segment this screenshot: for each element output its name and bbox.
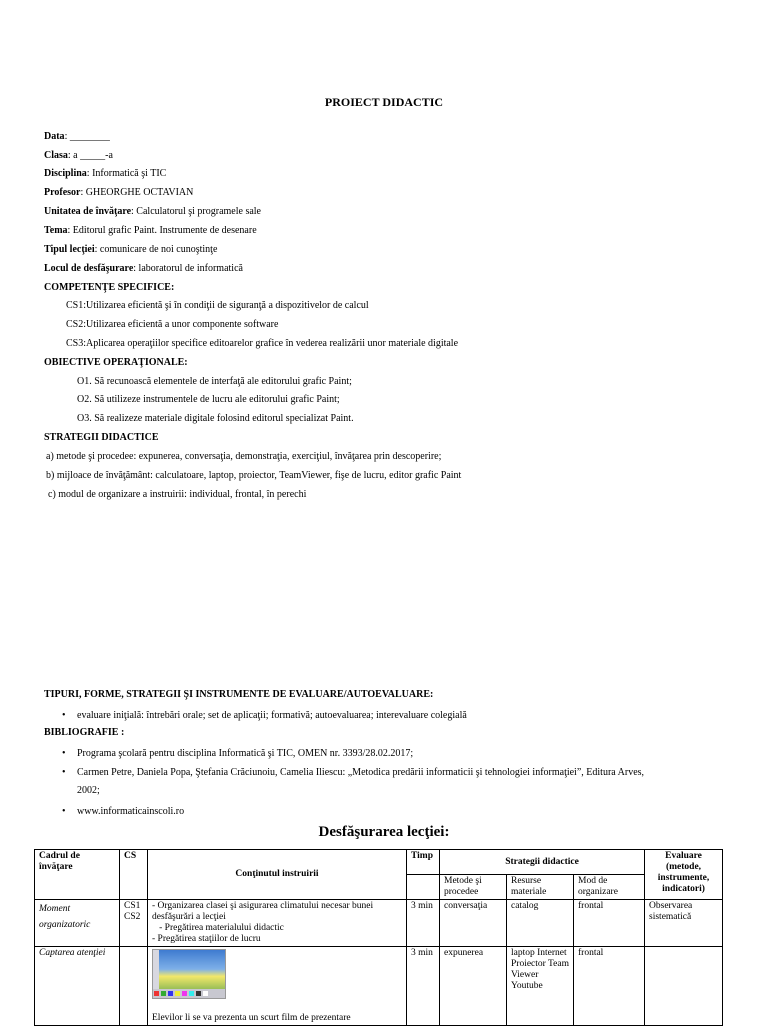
header-resurse: Resurse materiale xyxy=(507,875,574,900)
header-timp-empty xyxy=(407,875,440,900)
cell-cadru: Moment organizatoric xyxy=(35,900,120,947)
bibliografie-item-cont: 2002; xyxy=(77,785,100,796)
lesson-table xyxy=(34,849,723,1026)
continut-line: Elevilor li se va prezenta un scurt film de prezentare xyxy=(152,1013,351,1023)
continut-line: - Pregătirea staţiilor de lucru xyxy=(152,934,261,944)
strategie-item: b) mijloace de învăţământ: calculatoare, laptop, proiector, TeamViewer, fişe de lucru, editor grafic Paint xyxy=(46,470,462,481)
cell-evaluare: Observarea sistematică xyxy=(645,900,723,947)
info-unitatea: Unitatea de învăţare: Calculatorul şi programele sale xyxy=(44,206,261,217)
cell-cs: CS1 CS2 xyxy=(120,900,148,947)
cell-cs xyxy=(120,947,148,1026)
strategii-heading: STRATEGII DIDACTICE xyxy=(44,432,159,443)
bibliografie-item: • Carmen Petre, Daniela Popa, Ştefania Crăciunoiu, Camelia Iliescu: „Metodica predării informaticii şi tehnologiei informaţiei”, Editura Arves, xyxy=(77,767,644,779)
cell-mod: frontal xyxy=(574,900,645,947)
continut-line: - Pregătirea materialului didactic xyxy=(152,923,284,933)
header-metode: Metode şi procedee xyxy=(440,875,507,900)
obiectiv-item: O2. Să utilizeze instrumentele de lucru ale editorului grafic Paint; xyxy=(77,394,340,405)
bibliografie-item: • Programa şcolară pentru disciplina Informatică şi TIC, OMEN nr. 3393/28.02.2017; xyxy=(77,748,413,760)
header-evaluare: Evaluare (metode, instrumente, indicatori) xyxy=(645,850,723,900)
evaluare-item: • evaluare iniţială: întrebări orale; set de aplicaţii; formativă; autoevaluarea; interevaluare colegială xyxy=(77,710,467,722)
competenta-item: CS2:Utilizarea eficientă a unor componente software xyxy=(66,319,279,330)
info-profesor: Profesor: GHEORGHE OCTAVIAN xyxy=(44,187,194,198)
info-disciplina: Disciplina: Informatică şi TIC xyxy=(44,168,167,179)
paint-screenshot-image xyxy=(152,949,226,999)
strategie-item: c) modul de organizare a instruirii: individual, frontal, în perechi xyxy=(48,489,307,500)
table-row xyxy=(35,900,723,947)
obiectiv-item: O3. Să realizeze materiale digitale folosind editorul specializat Paint. xyxy=(77,413,354,424)
cell-metode: expunerea xyxy=(440,947,507,1026)
cell-mod: frontal xyxy=(574,947,645,1026)
info-data: Data: ________ xyxy=(44,131,110,142)
info-tema: Tema: Editorul grafic Paint. Instrumente de desenare xyxy=(44,225,257,236)
competenta-item: CS3:Aplicarea operaţiilor specifice editoarelor grafice în vederea realizării unor materiale digitale xyxy=(66,338,459,349)
cell-continut xyxy=(148,900,407,947)
bibliografie-heading: BIBLIOGRAFIE : xyxy=(44,727,125,738)
obiective-heading: OBIECTIVE OPERAŢIONALE: xyxy=(44,357,188,368)
info-locul: Locul de desfăşurare: laboratorul de informatică xyxy=(44,263,243,274)
cell-timp: 3 min xyxy=(407,947,440,1026)
strategie-item: a) metode şi procedee: expunerea, conversaţia, demonstraţia, exerciţiul, învăţarea prin descoperire; xyxy=(46,451,442,462)
table-header-row xyxy=(35,850,723,875)
info-clasa: Clasa: a _____-a xyxy=(44,150,113,161)
competenta-item: CS1:Utilizarea eficientă şi în condiţii de siguranţă a dispozitivelor de calcul xyxy=(66,300,369,311)
cell-timp: 3 min xyxy=(407,900,440,947)
table-row xyxy=(35,947,723,1026)
cell-cadru: Captarea atenţiei xyxy=(35,947,120,1026)
lesson-section-title: Desfăşurarea lecţiei: xyxy=(318,824,450,840)
document-title: PROIECT DIDACTIC xyxy=(324,95,444,109)
cell-resurse: catalog xyxy=(507,900,574,947)
cell-continut xyxy=(148,947,407,1026)
cell-evaluare xyxy=(645,947,723,1026)
bibliografie-item-link[interactable]: • www.informaticainscoli.ro xyxy=(77,806,184,818)
competente-heading: COMPETENŢE SPECIFICE: xyxy=(44,282,175,293)
header-timp: Timp xyxy=(407,850,440,875)
continut-line: - Organizarea clasei şi asigurarea climatului necesar bunei desfăşurări a lecţiei xyxy=(152,901,374,922)
cell-resurse: laptop Internet Proiector Team Viewer Youtube xyxy=(507,947,574,1026)
header-cs: CS xyxy=(120,850,148,900)
header-continut: Conţinutul instruirii xyxy=(148,850,407,900)
evaluare-heading: TIPURI, FORME, STRATEGII ŞI INSTRUMENTE DE EVALUARE/AUTOEVALUARE: xyxy=(44,689,434,700)
header-strategii: Strategii didactice xyxy=(440,850,645,875)
header-cadru: Cadrul de învăţare xyxy=(35,850,120,900)
cell-metode: conversaţia xyxy=(440,900,507,947)
info-tipul-lectiei: Tipul lecţiei: comunicare de noi cunoştinţe xyxy=(44,244,218,255)
header-mod: Mod de organizare xyxy=(574,875,645,900)
obiectiv-item: O1. Să recunoască elementele de interfaţă ale editorului grafic Paint; xyxy=(77,376,352,387)
